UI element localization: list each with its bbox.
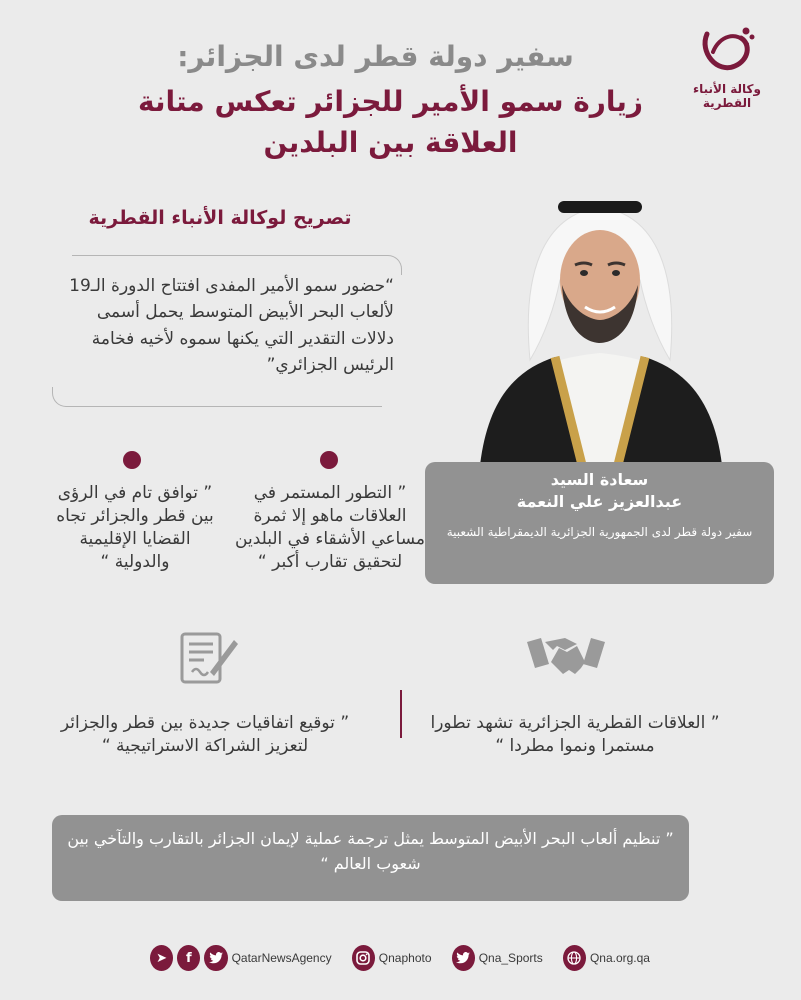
- statement-heading: تصريح لوكالة الأنباء القطرية: [88, 207, 352, 229]
- ambassador-role: سفير دولة قطر لدى الجمهورية الجزائرية الديمقراطية الشعبية: [446, 525, 753, 539]
- statement-quote-box: [52, 255, 402, 407]
- logo-text-line1: وكالة الأنباء: [693, 82, 761, 96]
- social-handle-2[interactable]: Qnaphoto: [378, 951, 432, 965]
- ambassador-name-card: [425, 462, 774, 584]
- point-3: ” العلاقات القطرية الجزائرية تشهد تطورا مستمرا ونموا مطردا “: [430, 713, 720, 756]
- twitter-icon[interactable]: [204, 945, 227, 971]
- handshake-icon: [525, 630, 607, 688]
- point-4: ” توقيع اتفاقيات جديدة بين قطر والجزائر لتعزيز الشراكة الاستراتيجية “: [60, 713, 350, 756]
- point-2: ” توافق تام في الرؤى بين قطر والجزائر تجاه القضايا الإقليمية والدولية “: [56, 483, 214, 572]
- globe-icon[interactable]: [563, 945, 586, 971]
- twitter-icon[interactable]: [452, 945, 475, 971]
- point-1: ” التطور المستمر في العلاقات ماهو إلا ثمرة مساعي الأشقاء في البلدين لتحقيق تقارب أكبر “: [235, 483, 425, 572]
- logo-text-line2: القطرية: [702, 96, 752, 110]
- ambassador-name: عبدالعزيز علي النعمة: [516, 492, 683, 511]
- quote-bracket-top: [72, 255, 402, 275]
- qna-emblem-icon: [697, 22, 757, 80]
- title-line-2: زيارة سمو الأمير للجزائر تعكس متانة العلاقة بين البلدين: [137, 85, 644, 159]
- document-signing-icon: [178, 628, 240, 690]
- center-divider: [400, 690, 402, 738]
- statement-quote: “حضور سمو الأمير المفدى افتتاح الدورة الـ19 لألعاب البحر الأبيض المتوسط يحمل أسمى دلالات التقدير التي يكنها سموه لأخيه فخامة الرئيس الجزائري”: [69, 276, 394, 376]
- social-handle-3[interactable]: Qna_Sports: [478, 951, 543, 965]
- social-handle-1[interactable]: QatarNewsAgency: [231, 951, 332, 965]
- telegram-icon[interactable]: ➤: [150, 945, 173, 971]
- bullet-dot: [320, 451, 338, 469]
- instagram-icon[interactable]: [352, 945, 375, 971]
- title-line-1: سفير دولة قطر لدى الجزائر:: [177, 40, 574, 73]
- bullet-dot: [123, 451, 141, 469]
- facebook-icon[interactable]: f: [177, 945, 200, 971]
- bottom-note: ” تنظيم ألعاب البحر الأبيض المتوسط يمثل ترجمة عملية لإيمان الجزائر بالتقارب والتآخي بين شعوب العالم “: [52, 815, 689, 901]
- ambassador-portrait: [460, 185, 740, 465]
- qna-logo: [681, 22, 773, 110]
- social-footer: [150, 940, 670, 976]
- quote-bracket-bottom: [52, 387, 382, 407]
- honorific: سعادة السيد: [550, 470, 649, 489]
- social-handle-4[interactable]: Qna.org.qa: [589, 951, 650, 965]
